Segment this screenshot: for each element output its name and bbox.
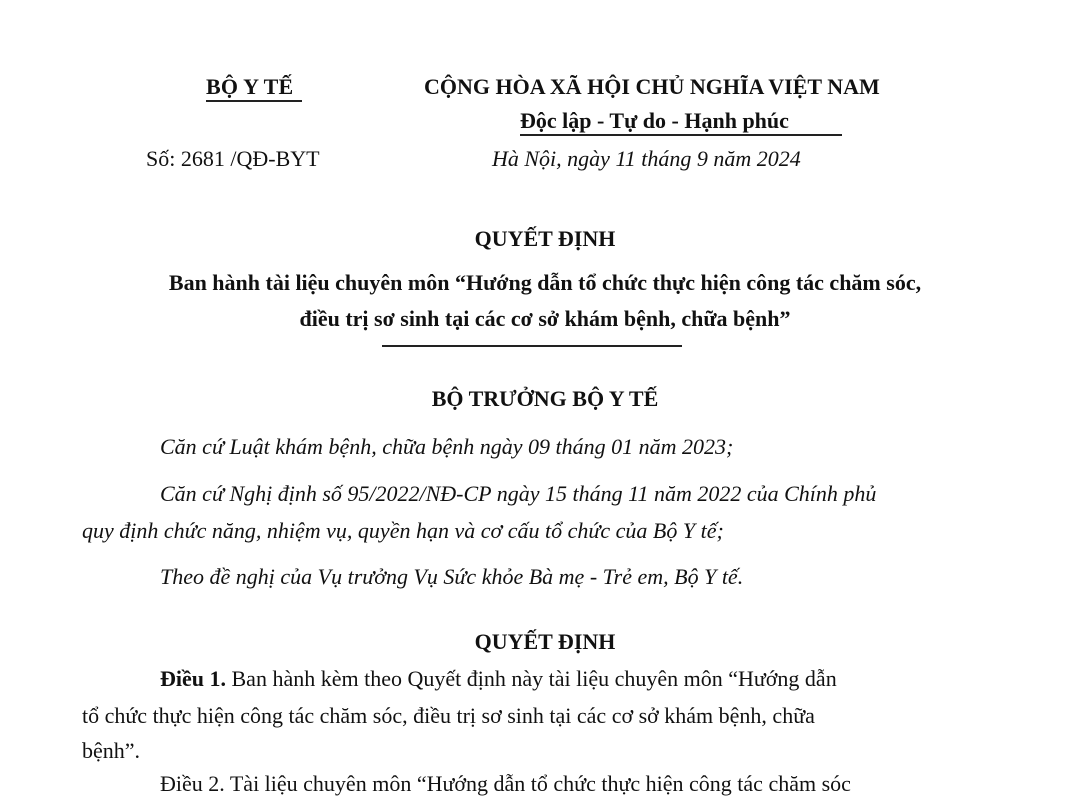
national-title: CỘNG HÒA XÃ HỘI CHỦ NGHĨA VIỆT NAM (424, 74, 880, 99)
subject-divider (382, 345, 682, 347)
legal-basis-2-continued: quy định chức năng, nhiệm vụ, quyền hạn và cơ cấu tổ chức của Bộ Y tế; (82, 518, 724, 543)
decision-subject-line-2: điều trị sơ sinh tại các cơ sở khám bệnh, chữa bệnh” (299, 306, 791, 331)
legal-basis-1: Căn cứ Luật khám bệnh, chữa bệnh ngày 09 tháng 01 năm 2023; (160, 434, 734, 459)
legal-basis-3: Theo đề nghị của Vụ trưởng Vụ Sức khỏe Bà mẹ - Trẻ em, Bộ Y tế. (160, 564, 744, 589)
article-1-line-2: tổ chức thực hiện công tác chăm sóc, điều trị sơ sinh tại các cơ sở khám bệnh, chữa (82, 703, 815, 728)
article-1-line-3: bệnh”. (82, 738, 141, 763)
doc-number-label: Số: (146, 146, 176, 171)
doc-number-value: 2681 (180, 146, 225, 171)
article-1-label: Điều 1. (160, 666, 226, 691)
article-1-line-1 (160, 666, 837, 692)
agency-underline (206, 100, 302, 102)
issuing-agency: BỘ Y TẾ (206, 74, 294, 99)
decision-subject-line-1: Ban hành tài liệu chuyên môn “Hướng dẫn tổ chức thực hiện công tác chăm sóc, (168, 270, 922, 295)
doc-number-suffix: /QĐ-BYT (230, 146, 320, 171)
national-motto: Độc lập - Tự do - Hạnh phúc (520, 108, 789, 133)
document-number (146, 146, 320, 172)
motto-underline (520, 134, 842, 136)
decision-title: QUYẾT ĐỊNH (474, 226, 616, 251)
place-date: Hà Nội, ngày 11 tháng 9 năm 2024 (492, 146, 801, 171)
article-1-text: Ban hành kèm theo Quyết định này tài liệu chuyên môn “Hướng dẫn (226, 666, 837, 691)
article-2-partial: Điều 2. Tài liệu chuyên môn “Hướng dẫn tổ chức thực hiện công tác chăm sóc (160, 771, 851, 796)
legal-basis-2: Căn cứ Nghị định số 95/2022/NĐ-CP ngày 15 tháng 11 năm 2022 của Chính phủ (160, 481, 877, 506)
authority-heading: BỘ TRƯỞNG BỘ Y TẾ (431, 386, 659, 411)
decision-heading: QUYẾT ĐỊNH (474, 629, 616, 654)
